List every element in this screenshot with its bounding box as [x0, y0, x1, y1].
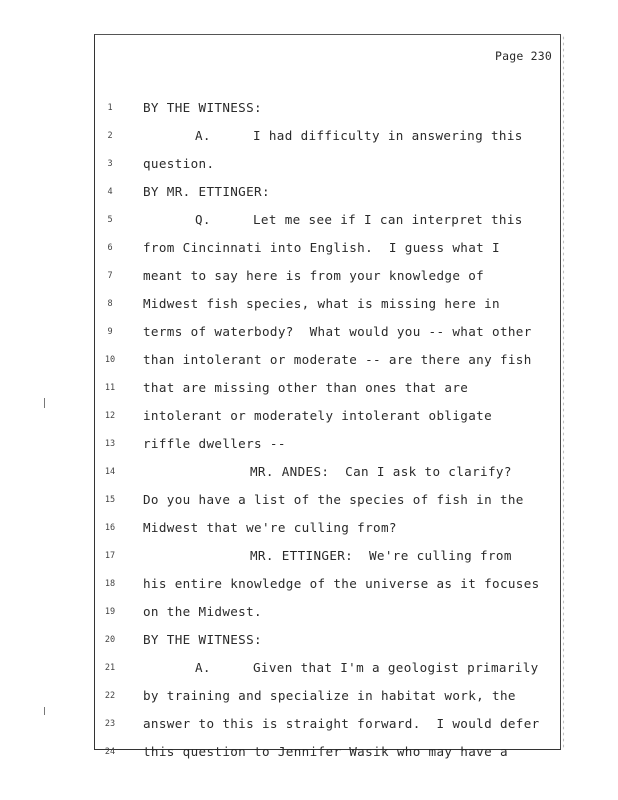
line-number: 21 [104, 663, 116, 673]
line-text: answer to this is straight forward. I would defer [143, 716, 540, 731]
line-text [195, 128, 523, 143]
line-text: BY MR. ETTINGER: [143, 184, 270, 199]
line-text: meant to say here is from your knowledge of [143, 268, 485, 283]
line-text: Do you have a list of the species of fish in the [143, 492, 524, 507]
line-number: 2 [107, 131, 113, 141]
line-text [195, 660, 539, 675]
line-number: 12 [104, 411, 116, 421]
line-text: from Cincinnati into English. I guess what I [143, 240, 500, 255]
transcript-line [95, 716, 560, 744]
transcript-line [95, 240, 560, 268]
transcript-line [95, 184, 560, 212]
line-number: 14 [104, 467, 116, 477]
line-number: 8 [107, 299, 113, 309]
scan-edge-artifact [562, 35, 565, 749]
transcript-line [95, 688, 560, 716]
line-number: 3 [107, 159, 113, 169]
line-text: BY THE WITNESS: [143, 632, 262, 647]
speaker-label: A. [195, 128, 211, 143]
line-text: Midwest that we're culling from? [143, 520, 397, 535]
transcript-page [94, 34, 561, 759]
transcript-line [95, 156, 560, 184]
line-number: 6 [107, 243, 113, 253]
transcript-line [95, 268, 560, 296]
line-text: than intolerant or moderate -- are there any fish [143, 352, 532, 367]
line-text: that are missing other than ones that are [143, 380, 469, 395]
line-number: 10 [104, 355, 116, 365]
transcript-line [95, 436, 560, 464]
transcript-line [95, 604, 560, 632]
scan-mark-left-bottom [44, 707, 45, 715]
page-number: Page 230 [495, 49, 552, 63]
transcript-line [95, 520, 560, 548]
line-number: 11 [104, 383, 116, 393]
transcript-line [95, 660, 560, 688]
line-number: 23 [104, 719, 116, 729]
line-text: this question to Jennifer Wasik who may have a [143, 744, 508, 759]
line-number: 5 [107, 215, 113, 225]
speaker-label: Q. [195, 212, 211, 227]
transcript-line [95, 492, 560, 520]
line-number: 9 [107, 327, 113, 337]
line-number: 19 [104, 607, 116, 617]
transcript-line [95, 212, 560, 240]
line-text: MR. ETTINGER: We're culling from [250, 548, 512, 563]
line-text: riffle dwellers -- [143, 436, 286, 451]
line-number: 18 [104, 579, 116, 589]
line-number: 22 [104, 691, 116, 701]
line-text: Midwest fish species, what is missing here in [143, 296, 500, 311]
line-text: on the Midwest. [143, 604, 262, 619]
line-number: 15 [104, 495, 116, 505]
transcript-line [95, 464, 560, 492]
line-number: 7 [107, 271, 113, 281]
speaker-text: Given that I'm a geologist primarily [253, 660, 539, 675]
line-text: by training and specialize in habitat work, the [143, 688, 516, 703]
speaker-label: A. [195, 660, 211, 675]
line-number: 24 [104, 747, 116, 757]
line-text: terms of waterbody? What would you -- what other [143, 324, 532, 339]
scan-mark-left-top [44, 398, 45, 408]
transcript-line [95, 352, 560, 380]
transcript-line [95, 744, 560, 772]
line-number: 16 [104, 523, 116, 533]
transcript-line [95, 296, 560, 324]
transcript-line [95, 380, 560, 408]
transcript-line [95, 632, 560, 660]
line-text: his entire knowledge of the universe as it focuses [143, 576, 540, 591]
line-number: 4 [107, 187, 113, 197]
transcript-line [95, 324, 560, 352]
transcript-line [95, 408, 560, 436]
line-number: 13 [104, 439, 116, 449]
speaker-text: I had difficulty in answering this [253, 128, 523, 143]
transcript-line [95, 100, 560, 128]
line-text: question. [143, 156, 215, 171]
transcript-line [95, 128, 560, 156]
transcript-line [95, 548, 560, 576]
line-text: intolerant or moderately intolerant obligate [143, 408, 493, 423]
line-number: 20 [104, 635, 116, 645]
line-text: BY THE WITNESS: [143, 100, 262, 115]
line-text [195, 212, 523, 227]
line-number: 1 [107, 103, 113, 113]
line-text: MR. ANDES: Can I ask to clarify? [250, 464, 512, 479]
line-number: 17 [104, 551, 116, 561]
transcript-line [95, 576, 560, 604]
speaker-text: Let me see if I can interpret this [253, 212, 523, 227]
